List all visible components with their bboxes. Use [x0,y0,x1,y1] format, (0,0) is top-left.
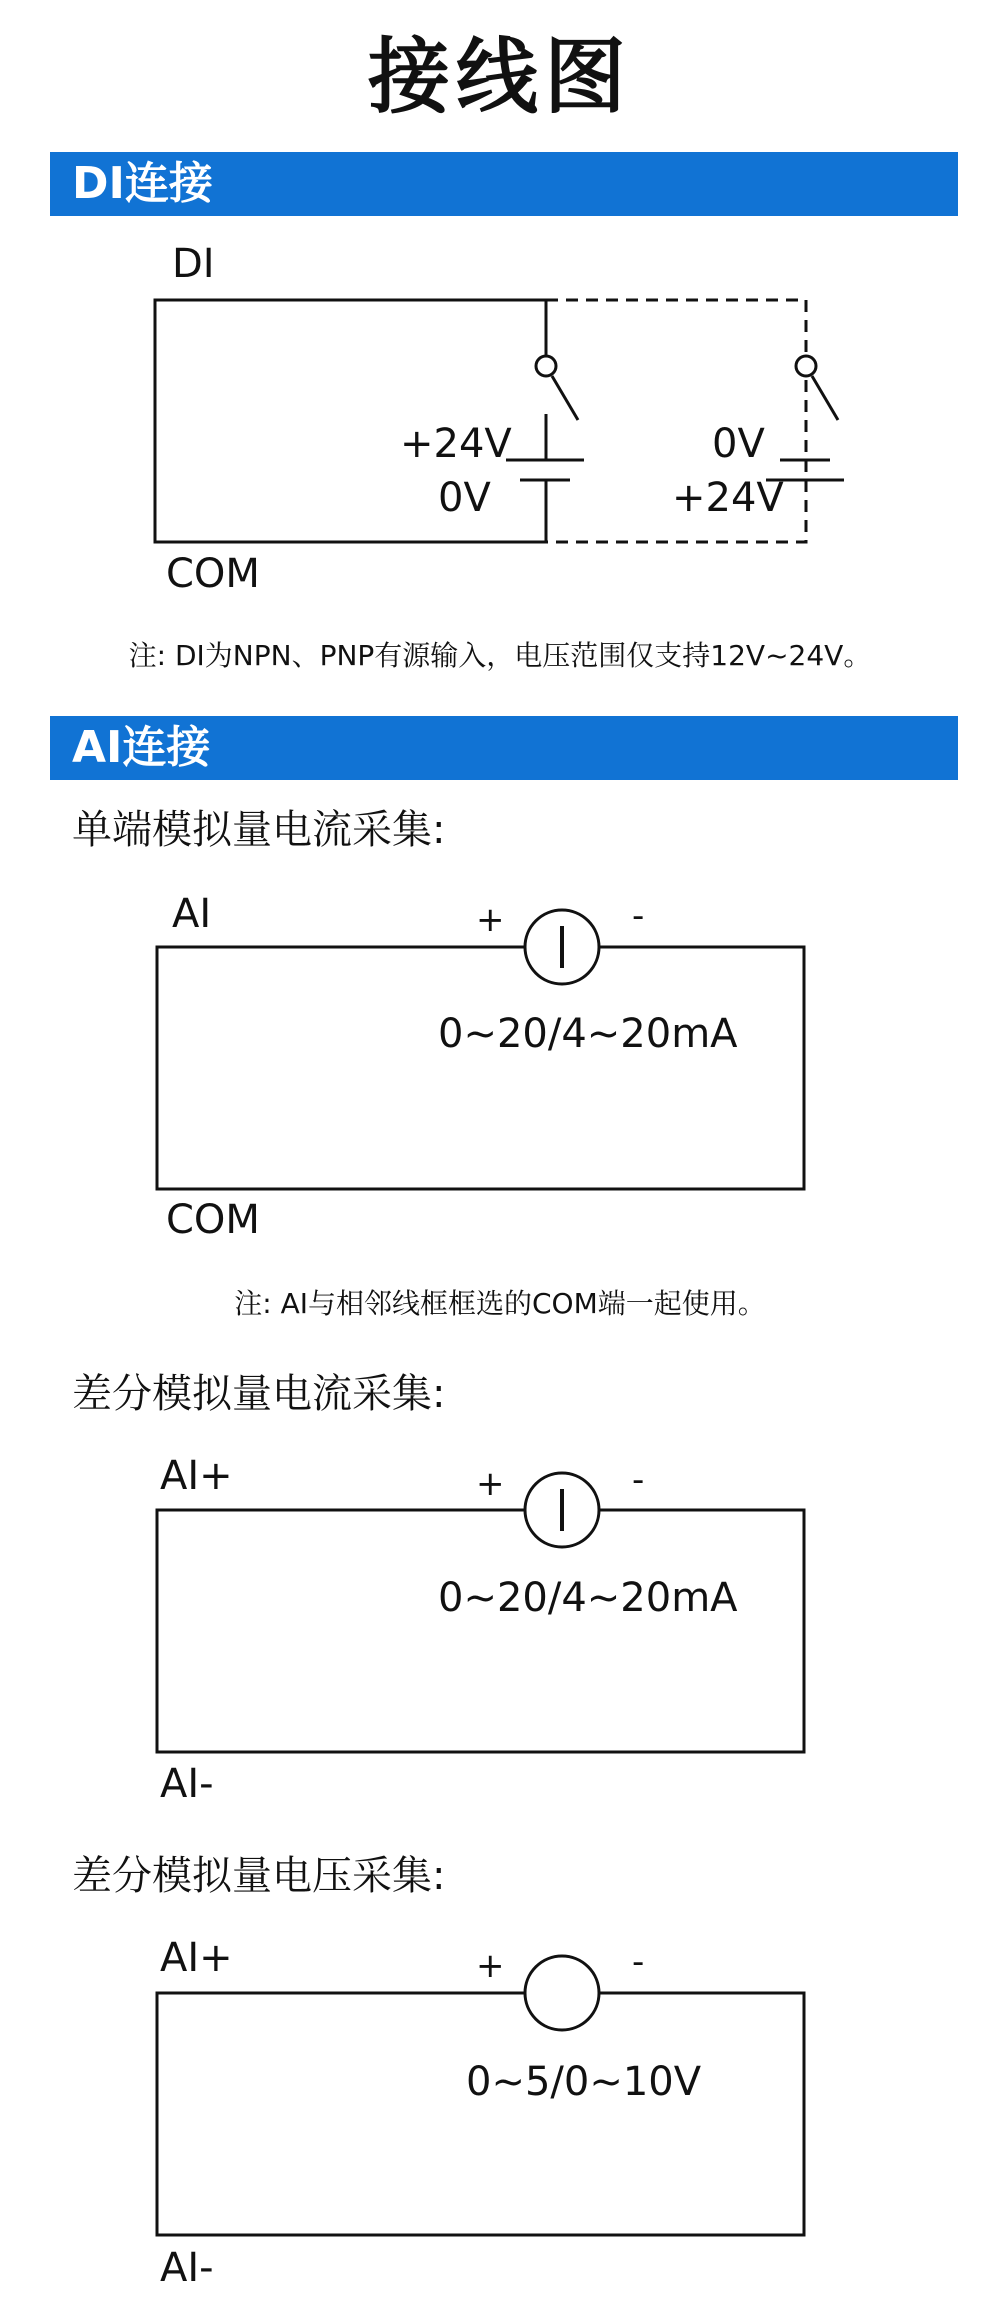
diff-current-minus-label: - [632,1460,645,1500]
diff-current-ai-minus-label: AI- [160,1761,214,1807]
single-current-minus-label: - [632,896,645,936]
single-current-plus-label: + [476,900,505,940]
diff-voltage-ai-plus-label: AI+ [160,1935,233,1981]
diff-current-plus-label: + [476,1464,505,1504]
page-title: 接线图 [367,30,632,125]
diff-voltage-meter [525,1956,599,2030]
section-header-di-label: DI连接 [72,158,213,209]
diff-current-range: 0~20/4~20mA [438,1575,738,1621]
diff-voltage-subtitle: 差分模拟量电压采集: [72,1853,446,1899]
di-left-switch-pivot [536,356,556,376]
di-com-label: COM [166,551,260,597]
diff-current-loop [157,1510,804,1752]
diff-voltage-ai-minus-label: AI- [160,2245,214,2291]
diff-voltage-loop [157,1993,804,2235]
section-header-ai [50,716,958,780]
di-right-switch-pivot [796,356,816,376]
section-header-di [50,152,958,216]
di-left-battery-top-label: +24V [400,421,512,467]
di-right-battery-bottom-label: +24V [672,475,784,521]
single-current-note: 注: AI与相邻线框框选的COM端一起使用。 [234,1287,766,1320]
di-terminal-label: DI [172,241,215,287]
section-header-ai-label: AI连接 [72,722,211,773]
di-left-battery-bottom-label: 0V [438,475,491,521]
diff-current-subtitle: 差分模拟量电流采集: [72,1371,446,1417]
di-right-battery-top-label: 0V [712,421,765,467]
diff-voltage-minus-label: - [632,1942,645,1982]
di-right-switch-blade [812,376,838,420]
single-current-subtitle: 单端模拟量电流采集: [72,807,446,853]
diff-voltage-plus-label: + [476,1946,505,1986]
single-current-ai-label: AI [172,891,212,937]
single-current-range: 0~20/4~20mA [438,1011,738,1057]
diff-voltage-range: 0~5/0~10V [466,2059,702,2105]
di-note: 注: DI为NPN、PNP有源输入，电压范围仅支持12V~24V。 [128,639,872,672]
diff-current-ai-plus-label: AI+ [160,1453,233,1499]
di-left-switch-blade [552,376,578,420]
single-current-loop [157,947,804,1189]
single-current-com-label: COM [166,1197,260,1243]
